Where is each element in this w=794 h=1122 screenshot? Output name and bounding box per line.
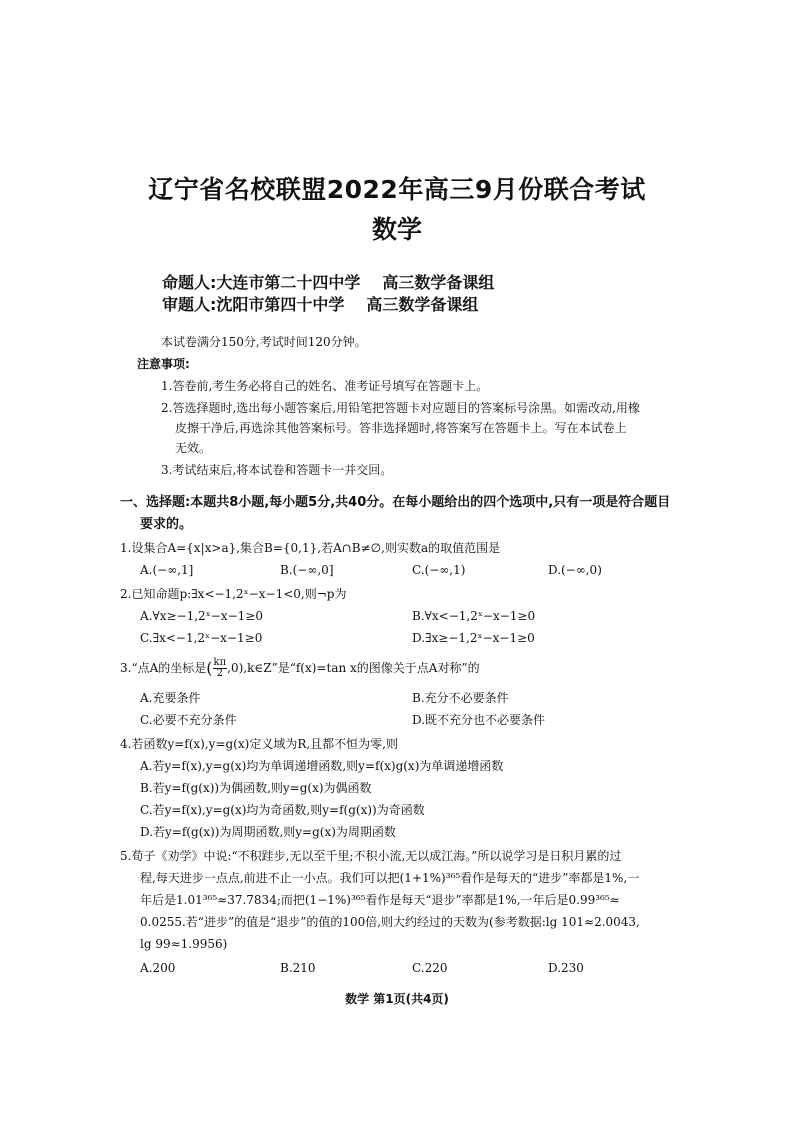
- question-5-line-3: 年后是1.01³⁶⁵≈37.7834;而把(1−1%)³⁶⁵看作是每天“退步”率都是1%,一年后是0.99³⁶⁵≈: [140, 893, 620, 907]
- question-4-stem: 4.若函数y=f(x),y=g(x)定义域为R,且都不恒为零,则: [120, 737, 398, 751]
- question-5-line-5: lg 99≈1.9956): [140, 937, 228, 951]
- question-5-option-c: C.220: [412, 961, 448, 975]
- question-5-line-2: 程,每天进步一点点,前进不止一小点。我们可以把(1+1%)³⁶⁵看作是每天的“进步”率都是1%,一: [140, 871, 640, 885]
- section-1-heading: 一、选择题:本题共8小题,每小题5分,共40分。在每小题给出的四个选项中,只有一项是符合题目: [120, 495, 671, 510]
- question-4-option-a: A.若y=f(x),y=g(x)均为单调递增函数,则y=f(x)g(x)为单调递增函数: [140, 759, 504, 773]
- question-1-option-c: C.(−∞,1): [412, 563, 466, 577]
- question-2-option-b: B.∀x<−1,2ˣ−x−1≥0: [412, 609, 536, 623]
- question-3-stem-post: ,0),k∈Z”是“f(x)=tan x的图像关于点A对称”的: [227, 661, 480, 675]
- question-5-line-1: 5.荀子《劝学》中说:“不积跬步,无以至千里;不积小流,无以成江海。”所以说学习是日积月累的过: [120, 849, 622, 863]
- question-1-option-b: B.(−∞,0]: [280, 563, 334, 577]
- author-2-group: 高三数学备课组: [366, 295, 479, 314]
- author-line-1: [162, 270, 494, 293]
- exam-title: 辽宁省名校联盟2022年高三9月份联合考试: [148, 175, 646, 204]
- notes-heading: 注意事项:: [137, 357, 190, 371]
- question-1-stem: 1.设集合A={x|x>a},集合B={0,1},若A∩B≠∅,则实数a的取值范围是: [120, 541, 501, 555]
- question-2-option-c: C.∃x<−1,2ˣ−x−1≥0: [140, 631, 263, 645]
- question-5-option-a: A.200: [140, 961, 176, 975]
- intro-text: 本试卷满分150分,考试时间120分钟。: [161, 335, 367, 349]
- fraction-numerator: kπ: [213, 657, 227, 668]
- author-1-group: 高三数学备课组: [382, 273, 495, 292]
- question-3-option-b: B.充分不必要条件: [412, 691, 509, 705]
- question-5-option-b: B.210: [280, 961, 316, 975]
- question-3-option-d: D.既不充分也不必要条件: [412, 713, 546, 727]
- question-5-option-d: D.230: [548, 961, 584, 975]
- question-2-stem: 2.已知命题p:∃x<−1,2ˣ−x−1<0,则¬p为: [120, 587, 347, 601]
- author-2-label: 审题人:沈阳市第四十中学: [162, 295, 345, 314]
- question-1-option-a: A.(−∞,1]: [140, 563, 194, 577]
- section-1-heading-cont: 要求的。: [140, 517, 193, 532]
- page-footer: 数学 第1页(共4页): [345, 992, 449, 1006]
- fraction-denominator: 2: [216, 668, 224, 679]
- question-2-option-a: A.∀x≥−1,2ˣ−x−1≥0: [140, 609, 263, 623]
- question-2-option-d: D.∃x≥−1,2ˣ−x−1≥0: [412, 631, 535, 645]
- subject-title: 数学: [371, 215, 422, 244]
- question-4-option-c: C.若y=f(x),y=g(x)均为奇函数,则y=f(g(x))为奇函数: [140, 803, 425, 817]
- note-item-2c: 无效。: [175, 441, 212, 455]
- author-line-2: [162, 292, 478, 315]
- fraction-k-pi-over-2: [213, 658, 228, 679]
- open-paren-symbol: (: [206, 658, 213, 678]
- note-item-2b: 皮擦干净后,再选涂其他答案标号。答非选择题时,将答案写在答题卡上。写在本试卷上: [175, 421, 627, 435]
- author-1-label: 命题人:大连市第二十四中学: [162, 273, 361, 292]
- question-3-stem-pre: 3.“点A的坐标是: [120, 661, 207, 675]
- question-3-option-a: A.充要条件: [140, 691, 201, 705]
- question-4-option-b: B.若y=f(g(x))为偶函数,则y=g(x)为偶函数: [140, 781, 372, 795]
- question-5-line-4: 0.0255.若“进步”的值是“退步”的值的100倍,则大约经过的天数为(参考数据:lg 101≈2.0043,: [140, 915, 640, 929]
- question-4-option-d: D.若y=f(g(x))为周期函数,则y=g(x)为周期函数: [140, 825, 396, 839]
- note-item-1: 1.答卷前,考生务必将自己的姓名、准考证号填写在答题卡上。: [161, 379, 489, 393]
- question-1-option-d: D.(−∞,0): [548, 563, 602, 577]
- question-3-option-c: C.必要不充分条件: [140, 713, 237, 727]
- note-item-3: 3.考试结束后,将本试卷和答题卡一并交回。: [161, 463, 393, 477]
- note-item-2a: 2.答选择题时,选出每小题答案后,用铅笔把答题卡对应题目的答案标号涂黑。如需改动,用橡: [161, 401, 640, 415]
- question-3-stem: [120, 656, 480, 681]
